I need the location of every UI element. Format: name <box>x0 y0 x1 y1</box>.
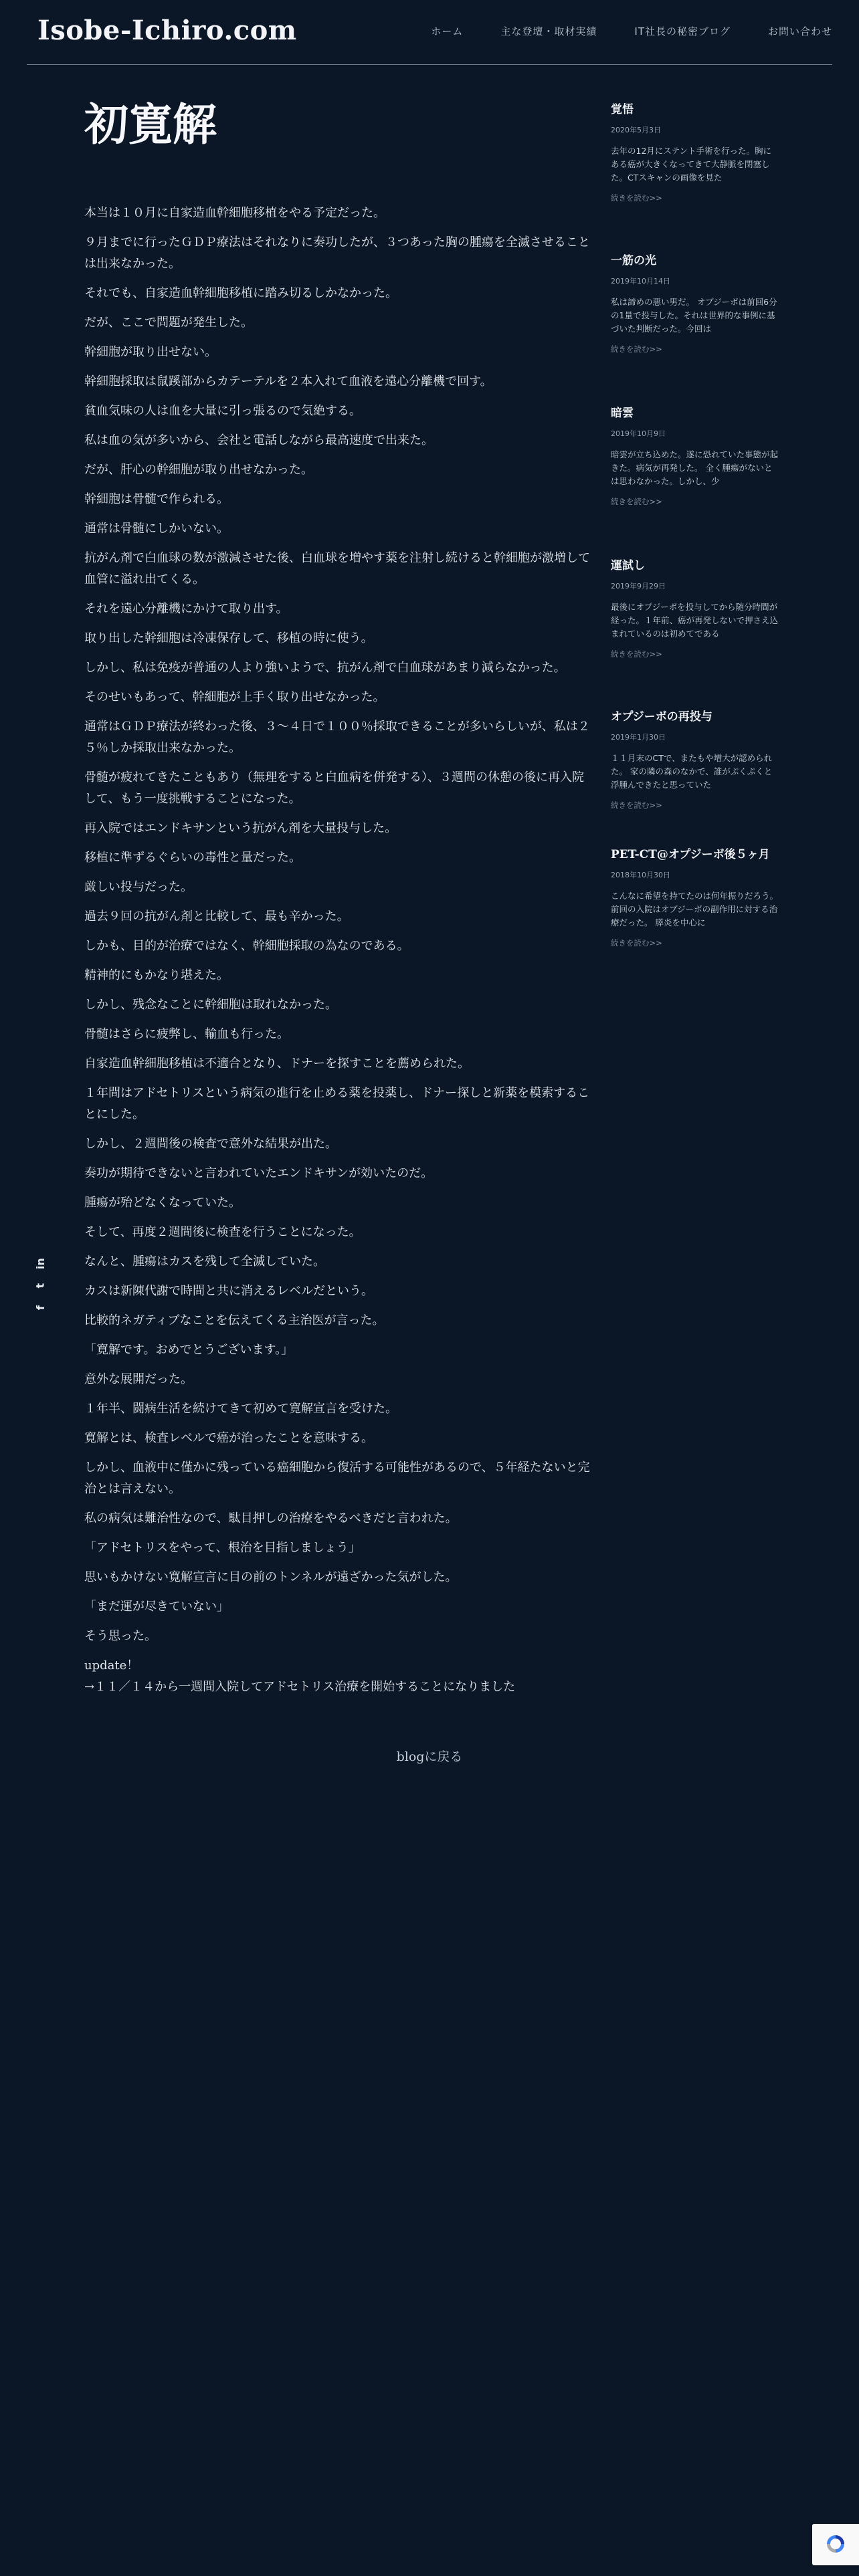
post-title[interactable]: 覚悟 <box>611 103 634 116</box>
article-paragraph: それでも、自家造血幹細胞移植に踏み切るしかなかった。 <box>84 286 397 300</box>
post-excerpt: こんなに希望を持てたのは何年振りだろう。 前回の入院はオプジーボの副作用に対する治療だった。 膵炎を中心に <box>611 891 778 928</box>
post-title[interactable]: PET-CT@オプジーボ後５ヶ月 <box>611 848 770 861</box>
post-excerpt: 暗雲が立ち込めた。遂に恐れていた事態が起きた。病気が再発した。 全く腫瘍がないとは思わなかった。しかし、少 <box>611 449 778 486</box>
recaptcha-badge[interactable] <box>812 2524 859 2565</box>
article-paragraph: なんと、腫瘍はカスを残して全滅していた。 <box>84 1254 325 1269</box>
read-more-link[interactable]: 続きを読む>> <box>611 938 662 948</box>
article-paragraph: しかし、残念なことに幹細胞は取れなかった。 <box>84 997 337 1012</box>
back-to-blog-link[interactable]: blogに戻る <box>396 1749 463 1764</box>
sidebar-post <box>611 404 778 556</box>
sidebar-recent-posts <box>611 100 778 948</box>
facebook-icon[interactable]: f <box>33 1305 47 1310</box>
article-paragraph: 「寛解です。おめでとうございます。」 <box>84 1342 294 1357</box>
post-date: 2019年10月14日 <box>611 277 670 286</box>
article-paragraph: それを遠心分離機にかけて取り出す。 <box>84 601 288 616</box>
post-title[interactable]: 運試し <box>611 559 645 572</box>
article-paragraph: ９月までに行ったＧＤＰ療法はそれなりに奏功したが、３つあった胸の腫瘍を全滅させることは出来なかった。 <box>84 235 590 271</box>
article-paragraph: しかし、私は免疫が普通の人より強いようで、抗がん剤で白血球があまり減らなかった。 <box>84 660 566 675</box>
article-paragraph: 精神的にもかなり堪えた。 <box>84 968 229 982</box>
read-more-link[interactable]: 続きを読む>> <box>611 800 662 810</box>
linkedin-icon[interactable]: in <box>33 1258 47 1269</box>
post-excerpt: １１月末のCTで、またもや増大が認められた。 家の隣の森のなかで、誰がぷくぷくと浮腫んできたと思っていた <box>611 753 773 790</box>
main-nav <box>393 24 832 38</box>
article-paragraph: 抗がん剤で白血球の数が激減させた後、白血球を増やす薬を注射し続けると幹細胞が激増して血管に溢れ出てくる。 <box>84 550 590 586</box>
post-title[interactable]: 暗雲 <box>611 407 634 420</box>
article-paragraph: そして、再度２週間後に検査を行うことになった。 <box>84 1224 361 1239</box>
article-paragraph: 思いもかけない寛解宣言に目の前のトンネルが遠ざかった気がした。 <box>84 1570 458 1584</box>
article-paragraph: 再入院ではエンドキサンという抗がん剤を大量投与した。 <box>84 821 397 835</box>
post-excerpt: 去年の12月にステント手術を行った。胸にある癌が大きくなってきて大静脈を閉塞した。CTスキャンの画像を見た <box>611 146 772 183</box>
article <box>84 100 595 1698</box>
nav-item-blog[interactable]: IT社長の秘密ブログ <box>634 25 731 37</box>
article-paragraph: 私の病気は難治性なので、駄目押しの治療をやるべきだと言われた。 <box>84 1511 458 1525</box>
article-paragraph: 本当は１０月に自家造血幹細胞移植をやる予定だった。 <box>84 205 385 220</box>
article-paragraph: 通常はＧＤＰ療法が終わった後、３〜４日で１００％採取できることが多いらしいが、私は２５％しか採取出来なかった。 <box>84 719 590 755</box>
post-excerpt: 私は諦めの悪い男だ。 オプジーボは前回6分の1量で投与した。それは世界的な事例に基づいた判断だった。今回は <box>611 297 777 334</box>
article-paragraph: 骨髄はさらに疲弊し、輸血も行った。 <box>84 1027 289 1041</box>
article-paragraph: しかし、２週間後の検査で意外な結果が出た。 <box>84 1136 337 1151</box>
article-paragraph: 通常は骨髄にしかいない。 <box>84 521 229 536</box>
article-paragraph: 幹細胞は骨髄で作られる。 <box>84 492 229 506</box>
recaptcha-icon <box>825 2533 846 2555</box>
article-paragraph: そのせいもあって、幹細胞が上手く取り出せなかった。 <box>84 689 385 704</box>
nav-item-contact[interactable]: お問い合わせ <box>767 25 832 37</box>
article-paragraph: １年半、闘病生活を続けてきて初めて寛解宣言を受けた。 <box>84 1401 397 1416</box>
article-paragraph: 取り出した幹細胞は冷凍保存して、移植の時に使う。 <box>84 631 373 645</box>
article-paragraph: しかも、目的が治療ではなく、幹細胞採取の為なのである。 <box>84 938 409 953</box>
article-paragraph: 奏功が期待できないと言われていたエンドキサンが効いたのだ。 <box>84 1166 434 1180</box>
sidebar-post <box>611 251 778 404</box>
social-share <box>32 1257 48 1314</box>
twitter-icon[interactable]: t <box>33 1283 47 1289</box>
page-title: 初寛解 <box>84 98 217 150</box>
nav-item-home[interactable]: ホーム <box>431 25 464 37</box>
article-paragraph: 自家造血幹細胞移植は不適合となり、ドナーを探すことを薦められた。 <box>84 1056 470 1071</box>
article-paragraph: 比較的ネガティブなことを伝えてくる主治医が言った。 <box>84 1313 385 1327</box>
article-paragraph: 厳しい投与だった。 <box>84 879 193 894</box>
post-date: 2019年1月30日 <box>611 733 666 742</box>
sidebar-post <box>611 556 778 708</box>
article-paragraph: だが、肝心の幹細胞が取り出せなかった。 <box>84 462 313 477</box>
article-paragraph: 「まだ運が尽きていない」 <box>84 1599 229 1614</box>
sidebar-post <box>611 100 778 251</box>
article-paragraph: 骨髄が疲れてきたこともあり（無理をすると白血病を併発する）、３週間の休憩の後に再入院して、もう一度挑戦することになった。 <box>84 770 584 806</box>
post-date: 2018年10月30日 <box>611 871 670 879</box>
read-more-link[interactable]: 続きを読む>> <box>611 344 662 354</box>
article-paragraph: 貧血気味の人は血を大量に引っ張るので気絶する。 <box>84 403 361 418</box>
nav-item-media[interactable]: 主な登壇・取材実績 <box>500 25 597 37</box>
post-date: 2020年5月3日 <box>611 126 661 134</box>
sidebar-post <box>611 845 778 948</box>
article-paragraph: 過去９回の抗がん剤と比較して、最も辛かった。 <box>84 909 349 924</box>
article-paragraph: 幹細胞が取り出せない。 <box>84 344 217 359</box>
sidebar-post <box>611 708 778 845</box>
article-paragraph: だが、ここで問題が発生した。 <box>84 315 253 330</box>
site-header <box>27 0 832 65</box>
post-date: 2019年9月29日 <box>611 582 666 591</box>
read-more-link[interactable]: 続きを読む>> <box>611 193 662 203</box>
article-paragraph: 腫瘍が殆どなくなっていた。 <box>84 1195 241 1210</box>
post-title[interactable]: 一筋の光 <box>611 254 656 267</box>
article-paragraph: １年間はアドセトリスという病気の進行を止める薬を投薬し、ドナー探しと新薬を模索することにした。 <box>84 1085 590 1121</box>
article-paragraph: 幹細胞採取は鼠蹊部からカテーテルを２本入れて血液を遠心分離機で回す。 <box>84 374 492 389</box>
read-more-link[interactable]: 続きを読む>> <box>611 497 662 506</box>
site-logo[interactable]: Isobe-Ichiro.com <box>37 15 297 46</box>
read-more-link[interactable]: 続きを読む>> <box>611 649 662 659</box>
update-label: update！ <box>84 1658 139 1673</box>
article-paragraph: 「アドセトリスをやって、根治を目指しましょう」 <box>84 1540 361 1555</box>
article-paragraph: そう思った。 <box>84 1628 157 1643</box>
post-title[interactable]: オプジーボの再投与 <box>611 710 712 724</box>
article-paragraph: 寛解とは、検査レベルで癌が治ったことを意味する。 <box>84 1430 373 1445</box>
update-text: →１１／１４から一週間入院してアドセトリス治療を開始することになりました <box>84 1679 516 1694</box>
article-paragraph: 私は血の気が多いから、会社と電話しながら最高速度で出来た。 <box>84 433 434 447</box>
article-paragraph: 移植に準ずるぐらいの毒性と量だった。 <box>84 850 301 865</box>
article-paragraph: しかし、血液中に僅かに残っている癌細胞から復活する可能性があるので、５年経たないと完治とは言えない。 <box>84 1460 590 1496</box>
article-paragraph: カスは新陳代謝で時間と共に消えるレベルだという。 <box>84 1283 373 1298</box>
post-excerpt: 最後にオプジーボを投与してから随分時間が経った。１年前、癌が再発しないで押さえ込まれているのは初めてである <box>611 602 778 639</box>
article-paragraph: 意外な展開だった。 <box>84 1372 193 1386</box>
article-body <box>84 203 595 1647</box>
post-date: 2019年10月9日 <box>611 429 666 438</box>
